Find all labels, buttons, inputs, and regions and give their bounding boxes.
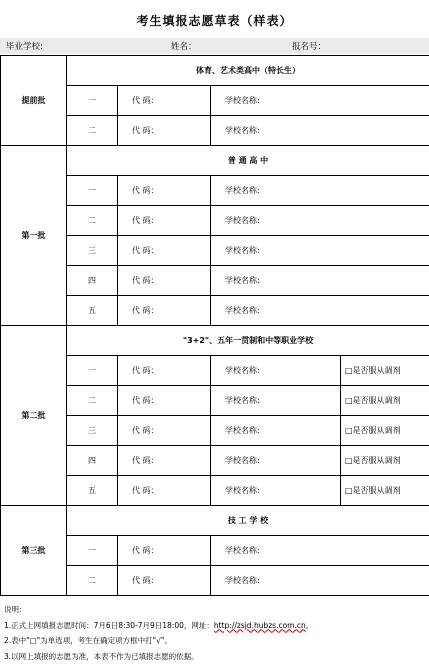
school-name-field[interactable]: 学校名称: (211, 116, 429, 146)
form-title: 考生填报志愿草表（样表） (136, 14, 293, 28)
batch-heading-row (1, 506, 429, 536)
choice-number: 四 (67, 446, 118, 476)
school-name-field[interactable]: 学校名称: (211, 236, 429, 266)
notes-section (4, 602, 428, 664)
obey-adjustment-checkbox[interactable]: □是否服从调剂 (341, 416, 429, 446)
school-code-field[interactable]: 代 码： (118, 566, 211, 596)
batch-heading: "3+2"、五年一贯制和中等职业学校 (67, 326, 429, 356)
choice-number: 一 (67, 86, 118, 116)
obey-adjustment-checkbox[interactable]: □是否服从调剂 (341, 476, 429, 506)
school-code-field[interactable]: 代 码： (118, 266, 211, 296)
school-code-field[interactable]: 代 码： (118, 296, 211, 326)
batch-heading: 体育、艺术类高中（特长生） (67, 56, 429, 86)
school-code-field[interactable]: 代 码： (118, 446, 211, 476)
website-url[interactable]: http://zsjd.hubzs.com.cn (213, 620, 306, 630)
school-name-field[interactable]: 学校名称: (211, 206, 429, 236)
school-code-field[interactable]: 代 码： (118, 86, 211, 116)
school-name-field[interactable]: 学校名称: (211, 446, 341, 476)
note-3: 3.以网上填报的志愿为准，本表不作为已填报志愿的依据。 (4, 651, 199, 661)
school-code-field[interactable]: 代 码： (118, 356, 211, 386)
batch-heading: 技 工 学 校 (67, 506, 429, 536)
school-name-field[interactable]: 学校名称: (211, 416, 341, 446)
choice-number: 二 (67, 116, 118, 146)
choice-number: 一 (67, 176, 118, 206)
student-info-bar (0, 38, 429, 54)
school-code-field[interactable]: 代 码： (118, 536, 211, 566)
choice-number: 一 (67, 536, 118, 566)
school-code-field[interactable]: 代 码： (118, 206, 211, 236)
obey-adjustment-checkbox[interactable]: □是否服从调剂 (341, 446, 429, 476)
school-code-field[interactable]: 代 码： (118, 386, 211, 416)
choice-number: 三 (67, 236, 118, 266)
school-code-field[interactable]: 代 码： (118, 476, 211, 506)
school-name-field[interactable]: 学校名称: (211, 356, 341, 386)
choice-number: 五 (67, 476, 118, 506)
choice-number: 二 (67, 566, 118, 596)
choice-number: 五 (67, 296, 118, 326)
school-code-field[interactable]: 代 码： (118, 116, 211, 146)
school-code-field[interactable]: 代 码： (118, 176, 211, 206)
school-code-field[interactable]: 代 码： (118, 416, 211, 446)
note-2: 2.表中"□"为单选项，考生在确定项方框中打"√"。 (4, 636, 172, 645)
batch-name: 第二批 (1, 326, 67, 506)
choice-number: 二 (67, 386, 118, 416)
graduation-school-label: 毕业学校: (6, 42, 43, 52)
batch-name: 第一批 (1, 146, 67, 326)
volunteer-form-table (0, 55, 429, 596)
school-name-field[interactable]: 学校名称: (211, 86, 429, 116)
registration-number-label: 报名号： (292, 42, 327, 52)
obey-adjustment-checkbox[interactable]: □是否服从调剂 (341, 356, 429, 386)
school-name-field[interactable]: 学校名称: (211, 266, 429, 296)
batch-heading-row (1, 56, 429, 86)
batch-heading-row (1, 146, 429, 176)
choice-number: 二 (67, 206, 118, 236)
notes-title: 说明： (4, 605, 27, 614)
name-label: 姓名： (171, 42, 197, 52)
school-name-field[interactable]: 学校名称: (211, 536, 429, 566)
batch-name: 第三批 (1, 506, 67, 596)
school-name-field[interactable]: 学校名称: (211, 476, 341, 506)
school-name-field[interactable]: 学校名称: (211, 566, 429, 596)
batch-heading-row (1, 326, 429, 356)
choice-number: 一 (67, 356, 118, 386)
school-name-field[interactable]: 学校名称: (211, 296, 429, 326)
choice-number: 四 (67, 266, 118, 296)
school-code-field[interactable]: 代 码： (118, 236, 211, 266)
school-name-field[interactable]: 学校名称: (211, 386, 341, 416)
obey-adjustment-checkbox[interactable]: □是否服从调剂 (341, 386, 429, 416)
batch-name: 提前批 (1, 56, 67, 146)
batch-heading: 普 通 高 中 (67, 146, 429, 176)
school-name-field[interactable]: 学校名称: (211, 176, 429, 206)
choice-number: 三 (67, 416, 118, 446)
note-1: 1.正式上网填报志愿时间：7月6日8:30-7月9日18:00，网址：http://zsjd.hubzs.com.cn。 (4, 620, 314, 630)
